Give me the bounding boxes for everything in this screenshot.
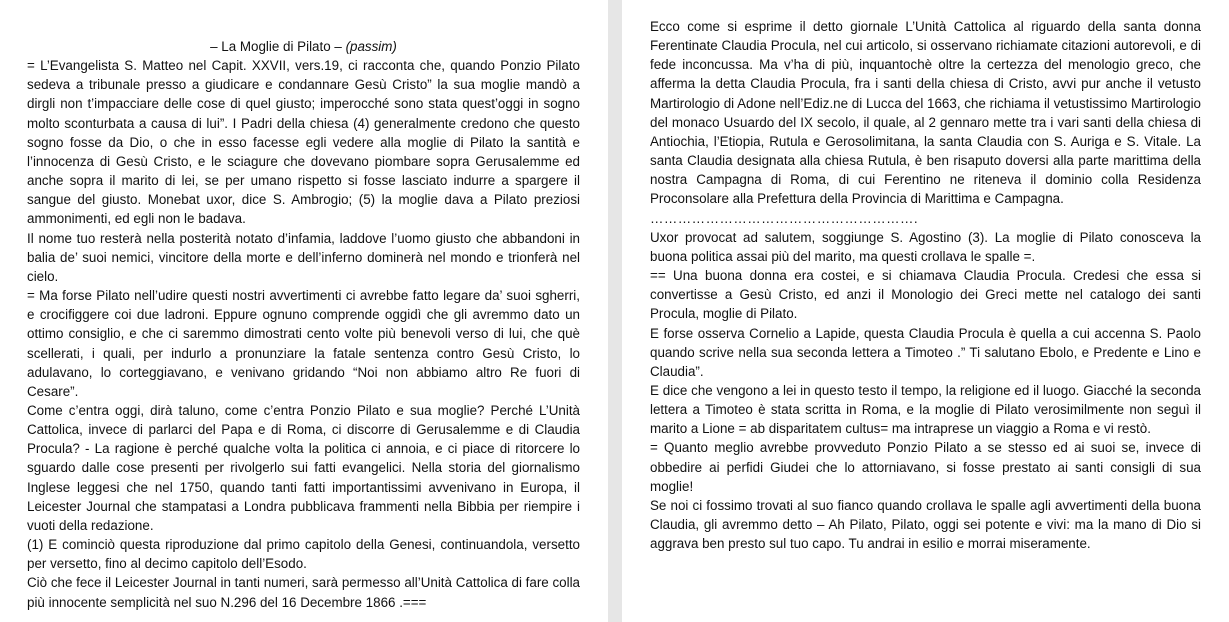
paragraph: Come c’entra oggi, dirà taluno, come c’entra Ponzio Pilato e sua moglie? Perché L’Unità Cattolica, invece di parlarci del Papa e di Roma, ci discorre di Gerusalemme e di Claudia Procula? - La ragione è perché qualche volta la politica ci annoia, e ci piace di ritorcere lo sguardo dalle cose presenti per rivolgerlo sui fatti evangelici. Nella storia del giornalismo Inglese leggesi che nel 1750, quando tanti fatti importantissimi avvenivano in Europa, il Leicester Journal che stampatasi a Londra pubblicava frammenti nella Bibbia per riempire i vuoti della redazione.	[27, 402, 580, 533]
paragraph: = Ma forse Pilato nell’udire questi nostri avvertimenti ci avrebbe fatto legare da’ suoi sgherri, e crocifiggere coi due ladroni. Eppure ognuno comprende oggidì che gli avremmo dato un ottimo consiglio, e che ci saremmo dimostrati cento volte più benevoli verso di lui, che què scellerati, i quali, per indurlo a pronunziare la fatale sentenza contro Gesù Cristo, lo adulavano, lo corteggiavano, e venivano gridando “Noi non abbiamo altro Re fuori di Cesare”.	[27, 288, 580, 399]
title-italic: (passim)	[345, 39, 397, 54]
document-page-right	[622, 0, 1229, 622]
paragraph: E forse osserva Cornelio a Lapide, questa Claudia Procula è quella a cui accenna S. Paolo quando scrive nella sua seconda lettera a Timoteo .” Ti salutano Ebolo, e Predente e Lino e Claudia”.	[650, 325, 1201, 379]
paragraph: Ecco come si esprime il detto giornale L’Unità Cattolica al riguardo della santa donna Ferentinate Claudia Procula, nel cui articolo, si osservano richiamate citazioni autorevoli, e di fede inconcussa. Ma v’ha di più, inquantochè oltre la certezza del menologio greco, che afferma la detta Claudia Procula, fra i santi della chiesa di Cristo, avvi pur anche il vetusto Martirologio di Adone nell’Ediz.ne di Lucca del 1663, che richiama il vetustissimo Martirologio del monaco Usuardo del IX secolo, il quale, al 2 gennaro mette tra i vari santi della chiesa di Antiochia, l’Etiopia, Rutula e Gerosolimitana, la santa Claudia con S. Auriga e S. Vitale. La santa Claudia designata alla chiesa Rutula, è ben risaputo doversi alla parte marittima della nostra Campagna di Roma, di cui Ferentino ne riteneva il dominio colla Residenza Proconsolare alla Prefettura della Provincia di Marittima e Campagna.	[650, 19, 1201, 207]
paragraph: Ciò che fece il Leicester Journal in tanti numeri, sarà permesso all’Unità Cattolica di fare colla più innocente semplicità nel suo N.296 del 16 Decembre 1866 .===	[27, 575, 580, 610]
page-right-text	[650, 17, 1201, 553]
page-left-text	[27, 37, 580, 612]
paragraph: Se noi ci fossimo trovati al suo fianco quando crollava le spalle agli avvertimenti della buona Claudia, gli avremmo detto – Ah Pilato, Pilato, oggi sei potente e vivi: ma la mano di Dio si aggrava ben presto sul tuo capo. Tu andrai in esilio e morrai miseramente.	[650, 497, 1201, 552]
paragraph: (1) E cominciò questa riproduzione dal primo capitolo della Genesi, continuandola, versetto per versetto, fino al decimo capitolo dell’Esodo.	[27, 537, 580, 572]
paragraph: Uxor provocat ad salutem, soggiunge S. Agostino (3). La moglie di Pilato conosceva la buona politica assai più del marito, ma questi crollava le spalle =.	[650, 229, 1201, 264]
paragraph: E dice che vengono a lei in questo testo il tempo, la religione ed il luogo. Giacché la seconda lettera a Timoteo è stata scritta in Roma, e la moglie di Pilato verosimilmente non seguì il marito a Lione = ab disparitatem cultus= ma intraprese un viaggio a Roma e vi restò.	[650, 382, 1201, 437]
ellipsis-separator: ………………………………………………….	[650, 210, 919, 226]
document-page-left	[0, 0, 608, 622]
paragraph: = L’Evangelista S. Matteo nel Capit. XXVII, vers.19, ci racconta che, quando Ponzio Pilato sedeva a tribunale presso a giudicare e condannare Gesù Cristo” la sua moglie mandò a dirgli non t’impacciare delle cose di quel giusto; imperocché sono stata quest’oggi in sogno molto sconturbata a causa di lui”. I Padri della chiesa (4) generalmente credono che questo sogno fosse da Dio, o che in esso facesse egli vedere alla moglie di Pilato la santità e l’innocenza di Gesù Cristo, e le sciagure che dovevano piombare sopra Gerusalemme ed anche sopra il marito di lei, se per umano rispetto si fosse lasciato indurre a spargere il sangue del giusto. Monebat uxor, dice S. Ambrogio; (5) la moglie dava a Pilato preziosi ammonimenti, ed egli non le badava.	[27, 58, 580, 227]
title-main: – La Moglie di Pilato –	[210, 39, 346, 54]
document-title	[27, 37, 580, 56]
paragraph: Il nome tuo resterà nella posterità notato d’infamia, laddove l’uomo giusto che abbandoni in balia de’ suoi nemici, vincitore della morte e dell’inferno dominerà nel mondo e trionferà nel cielo.	[27, 230, 580, 284]
paragraph: = Quanto meglio avrebbe provveduto Ponzio Pilato a se stesso ed ai suoi se, invece di obbedire ai perfidi Giudei che lo attorniavano, si fosse prestato ai santi consigli di sua moglie!	[650, 440, 1201, 494]
paragraph: == Una buona donna era costei, e si chiamava Claudia Procula. Credesi che essa si convertisse a Gesù Cristo, ed anzi il Monologio dei Greci mette nel catalogo dei santi Procula, moglie di Pilato.	[650, 268, 1201, 322]
